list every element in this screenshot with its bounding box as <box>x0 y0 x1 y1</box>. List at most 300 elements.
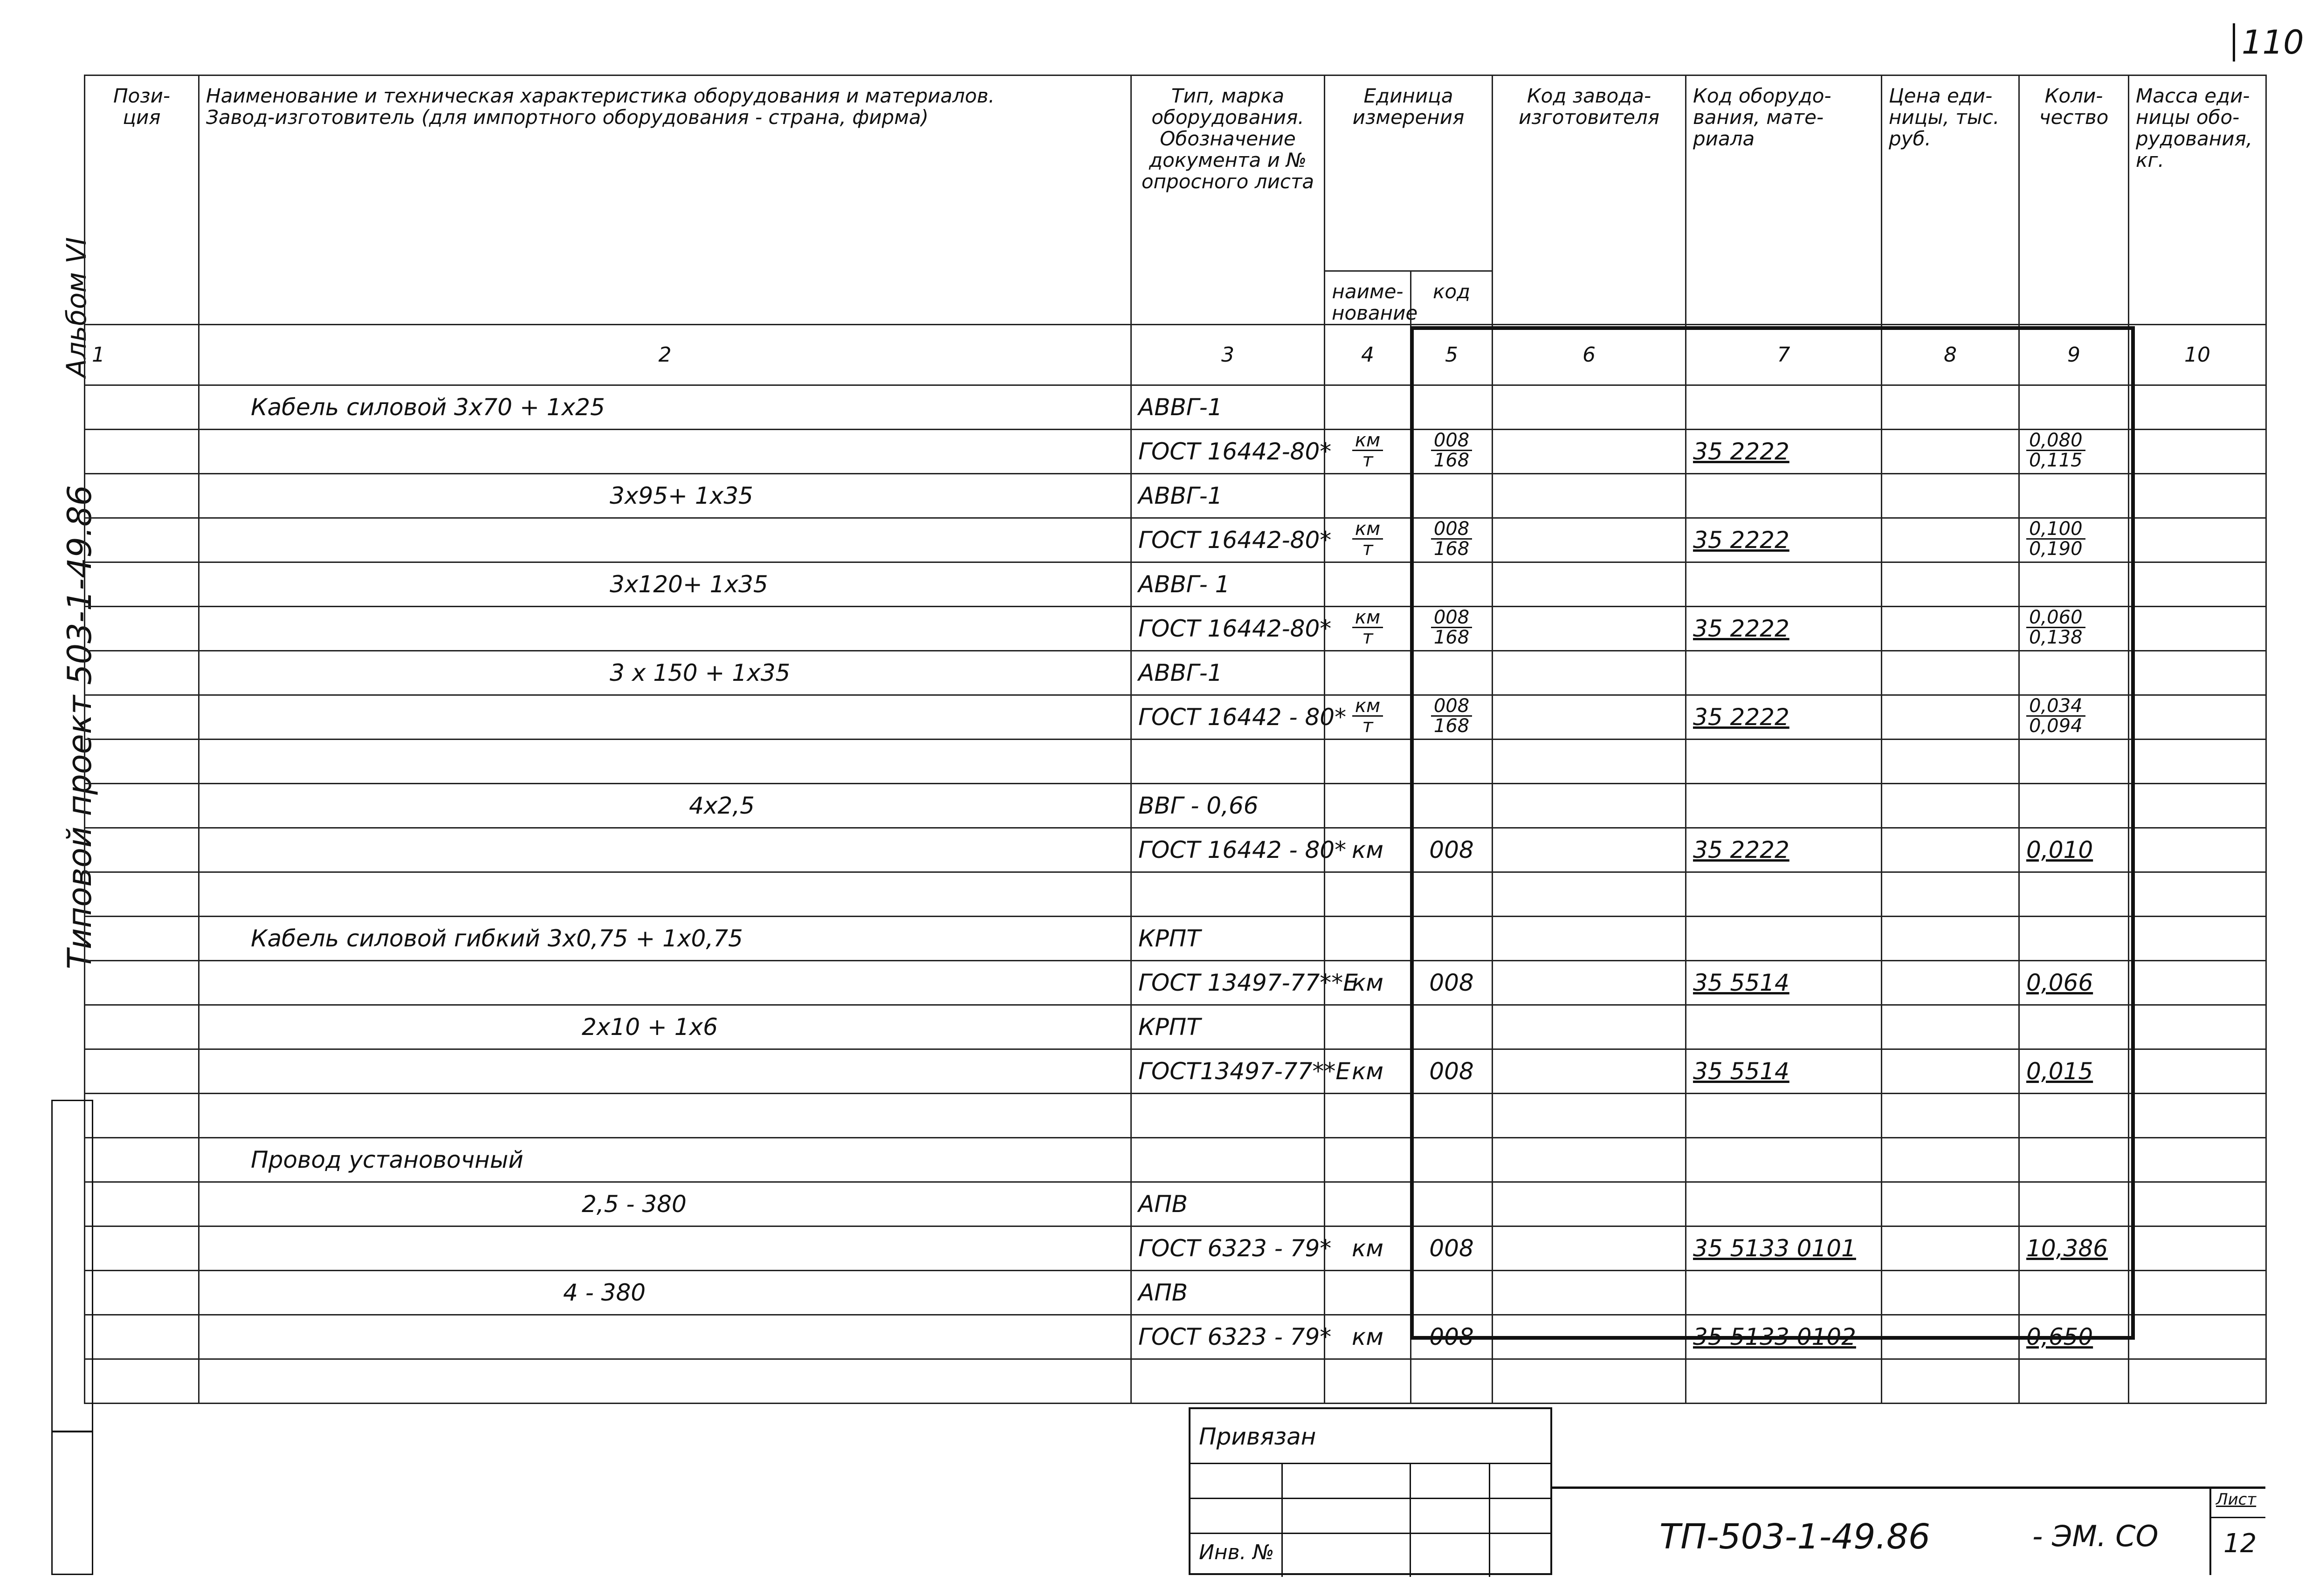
cell-factory-code <box>1493 828 1686 872</box>
cell-factory-code <box>1493 385 1686 430</box>
cell-quantity <box>2019 1138 2129 1182</box>
unit-num: км <box>1352 697 1383 717</box>
cell-price <box>1882 1094 2019 1138</box>
cell-name <box>199 740 1131 784</box>
cell-type: ГОСТ 6323 - 79* <box>1131 1315 1325 1359</box>
table-row <box>85 961 2266 1005</box>
cell-price <box>1882 385 2019 430</box>
cell-unit-code <box>1411 430 1493 474</box>
cell-type <box>1131 1359 1325 1404</box>
header-equip-code: Код оборудо-вания, мате-риала <box>1686 75 1882 325</box>
cell-quantity: 0,066 <box>2019 961 2129 1005</box>
table-row <box>85 430 2266 474</box>
cell-mass <box>2129 695 2266 740</box>
header-unit-code: код <box>1411 271 1493 325</box>
cell-quantity <box>2019 651 2129 695</box>
cell-quantity: 0,010 <box>2019 828 2129 872</box>
cell-unit-code <box>1411 1094 1493 1138</box>
cell-name: 3х95+ 1х35 <box>199 474 1131 518</box>
cell-factory-code <box>1493 1182 1686 1226</box>
cell-price <box>1882 784 2019 828</box>
cell-factory-code <box>1493 518 1686 562</box>
qty-fraction <box>2026 697 2085 735</box>
cell-unit-code <box>1411 1138 1493 1182</box>
code-fraction <box>1431 697 1472 735</box>
cell-equip-code <box>1686 872 1882 917</box>
qty-fraction <box>2026 608 2085 647</box>
colnum: 8 <box>1882 325 2019 385</box>
cell-type: ГОСТ 13497-77**Е <box>1131 961 1325 1005</box>
cell-position <box>85 740 199 784</box>
cell-factory-code <box>1493 1049 1686 1094</box>
cell-factory-code <box>1493 1226 1686 1271</box>
cell-equip-code <box>1686 784 1882 828</box>
cell-position <box>85 518 199 562</box>
qty-fraction <box>2026 431 2085 470</box>
header-type: Тип, марка оборудования. Обозначение документа и № опросного листа <box>1131 75 1325 325</box>
cell-unit-code: 008 <box>1411 961 1493 1005</box>
cell-quantity: 0,015 <box>2019 1049 2129 1094</box>
cell-name <box>199 1049 1131 1094</box>
cell-unit-name: км <box>1325 828 1411 872</box>
colnum: 5 <box>1411 325 1493 385</box>
stamp-h3 <box>1190 1533 1552 1534</box>
table-row <box>85 474 2266 518</box>
cell-unit-code <box>1411 1271 1493 1315</box>
cell-mass <box>2129 518 2266 562</box>
cell-factory-code <box>1493 872 1686 917</box>
cell-name: 2,5 - 380 <box>199 1182 1131 1226</box>
cell-factory-code <box>1493 784 1686 828</box>
cell-mass <box>2129 784 2266 828</box>
cell-position <box>85 1226 199 1271</box>
sheet-number: 12 <box>2223 1528 2257 1559</box>
colnum: 3 <box>1131 325 1325 385</box>
bound-label: Привязан <box>1199 1423 1316 1450</box>
cell-mass <box>2129 1049 2266 1094</box>
cell-name <box>199 1226 1131 1271</box>
header-price: Цена еди-ницы, тыс. руб. <box>1882 75 2019 325</box>
stamp-h2 <box>1190 1498 1552 1499</box>
cell-mass <box>2129 607 2266 651</box>
code-den: 168 <box>1433 627 1470 648</box>
table-row <box>85 872 2266 917</box>
header-quantity: Коли-чество <box>2019 75 2129 325</box>
cell-mass <box>2129 1271 2266 1315</box>
header-unit-name: наиме-нование <box>1325 271 1411 325</box>
code-num: 008 <box>1431 520 1472 540</box>
cell-equip-code <box>1686 385 1882 430</box>
cell-name <box>199 1094 1131 1138</box>
cell-type: ГОСТ 16442-80* <box>1131 518 1325 562</box>
cell-position <box>85 961 199 1005</box>
cell-type: ГОСТ 16442 - 80* <box>1131 828 1325 872</box>
cell-quantity <box>2019 1359 2129 1404</box>
cell-unit-name <box>1325 474 1411 518</box>
cell-type: ВВГ - 0,66 <box>1131 784 1325 828</box>
cell-unit-name: км <box>1325 1049 1411 1094</box>
cell-unit-code <box>1411 474 1493 518</box>
cell-name <box>199 607 1131 651</box>
cell-position <box>85 1182 199 1226</box>
cell-position <box>85 651 199 695</box>
cell-quantity: 0,650 <box>2019 1315 2129 1359</box>
sheet-label: Лист <box>2216 1490 2257 1509</box>
stamp-v3 <box>1489 1463 1490 1577</box>
specification-table <box>84 75 2267 1404</box>
cell-name: 2х10 + 1х6 <box>199 1005 1131 1049</box>
cell-name: Кабель силовой 3х70 + 1х25 <box>199 385 1131 430</box>
sheet-divider <box>2211 1517 2265 1518</box>
cell-position <box>85 607 199 651</box>
table-row <box>85 1271 2266 1315</box>
cell-quantity <box>2019 740 2129 784</box>
cell-unit-code <box>1411 695 1493 740</box>
cell-price <box>1882 1138 2019 1182</box>
table-row <box>85 1094 2266 1138</box>
qty-num: 0,060 <box>2026 608 2085 628</box>
cell-factory-code <box>1493 961 1686 1005</box>
table-row <box>85 784 2266 828</box>
table-row <box>85 1049 2266 1094</box>
cell-equip-code <box>1686 474 1882 518</box>
table-row <box>85 385 2266 430</box>
cell-factory-code <box>1493 430 1686 474</box>
cell-unit-name <box>1325 1271 1411 1315</box>
cell-type: АПВ <box>1131 1271 1325 1315</box>
cell-quantity <box>2019 784 2129 828</box>
header-factory-code: Код завода-изготовителя <box>1493 75 1686 325</box>
cell-quantity <box>2019 518 2129 562</box>
cell-unit-code <box>1411 607 1493 651</box>
cell-equip-code: 35 5514 <box>1686 961 1882 1005</box>
unit-fraction <box>1352 431 1383 470</box>
colnum: 1 <box>85 325 199 385</box>
cell-quantity <box>2019 1182 2129 1226</box>
bound-stamp <box>1189 1407 1552 1575</box>
cell-unit-name <box>1325 607 1411 651</box>
cell-name <box>199 695 1131 740</box>
cell-equip-code: 35 2222 <box>1686 430 1882 474</box>
cell-factory-code <box>1493 917 1686 961</box>
cell-mass <box>2129 1359 2266 1404</box>
binding-divider <box>51 1431 93 1432</box>
cell-factory-code <box>1493 1005 1686 1049</box>
cell-mass <box>2129 651 2266 695</box>
cell-quantity <box>2019 872 2129 917</box>
header-mass: Масса еди-ницы обо-рудования, кг. <box>2129 75 2266 325</box>
cell-price <box>1882 961 2019 1005</box>
cell-position <box>85 872 199 917</box>
header-unit-group: Единица измерения <box>1325 75 1493 271</box>
cell-quantity <box>2019 607 2129 651</box>
cell-name <box>199 430 1131 474</box>
cell-mass <box>2129 1138 2266 1182</box>
cell-unit-code <box>1411 1359 1493 1404</box>
qty-num: 0,100 <box>2026 520 2085 540</box>
code-num: 008 <box>1431 697 1472 717</box>
cell-price <box>1882 1315 2019 1359</box>
cell-unit-code: 008 <box>1411 828 1493 872</box>
cell-mass <box>2129 562 2266 607</box>
qty-num: 0,034 <box>2026 697 2085 717</box>
cell-quantity <box>2019 430 2129 474</box>
cell-unit-code <box>1411 740 1493 784</box>
column-number-row <box>85 325 2266 385</box>
cell-quantity <box>2019 474 2129 518</box>
cell-price <box>1882 872 2019 917</box>
cell-equip-code <box>1686 917 1882 961</box>
cell-unit-name <box>1325 1359 1411 1404</box>
code-fraction <box>1431 520 1472 558</box>
cell-type: ГОСТ 16442-80* <box>1131 607 1325 651</box>
cell-name: 3 х 150 + 1х35 <box>199 651 1131 695</box>
cell-equip-code: 35 2222 <box>1686 607 1882 651</box>
cell-type <box>1131 1138 1325 1182</box>
cell-quantity <box>2019 1094 2129 1138</box>
table-row <box>85 1138 2266 1182</box>
cell-price <box>1882 740 2019 784</box>
cell-name <box>199 828 1131 872</box>
unit-fraction <box>1352 697 1383 735</box>
unit-num: км <box>1352 520 1383 540</box>
cell-mass <box>2129 1005 2266 1049</box>
qty-fraction <box>2026 520 2085 558</box>
cell-price <box>1882 1271 2019 1315</box>
cell-factory-code <box>1493 1359 1686 1404</box>
cell-equip-code: 35 2222 <box>1686 518 1882 562</box>
cell-type: АВВГ-1 <box>1131 385 1325 430</box>
qty-den: 0,190 <box>2029 538 2083 560</box>
cell-price <box>1882 828 2019 872</box>
stamp-h1 <box>1190 1463 1552 1464</box>
cell-factory-code <box>1493 607 1686 651</box>
cell-factory-code <box>1493 695 1686 740</box>
unit-den: т <box>1362 627 1373 648</box>
cell-factory-code <box>1493 1315 1686 1359</box>
cell-equip-code: 35 2222 <box>1686 828 1882 872</box>
cell-equip-code <box>1686 740 1882 784</box>
unit-den: т <box>1362 715 1373 737</box>
table-row <box>85 1005 2266 1049</box>
cell-type <box>1131 872 1325 917</box>
cell-position <box>85 917 199 961</box>
titleblock-top <box>1552 1486 2265 1489</box>
cell-name: 3х120+ 1х35 <box>199 562 1131 607</box>
binding-strip <box>51 1100 93 1575</box>
cell-unit-code: 008 <box>1411 1049 1493 1094</box>
colnum: 10 <box>2129 325 2266 385</box>
table-row <box>85 695 2266 740</box>
cell-equip-code <box>1686 562 1882 607</box>
cell-unit-name <box>1325 740 1411 784</box>
cell-quantity <box>2019 385 2129 430</box>
cell-price <box>1882 518 2019 562</box>
cell-type: ГОСТ 16442 - 80* <box>1131 695 1325 740</box>
cell-position <box>85 695 199 740</box>
cell-position <box>85 430 199 474</box>
cell-mass <box>2129 828 2266 872</box>
cell-name <box>199 1315 1131 1359</box>
cell-unit-code <box>1411 1182 1493 1226</box>
cell-unit-code <box>1411 917 1493 961</box>
cell-quantity <box>2019 1271 2129 1315</box>
cell-unit-code: 008 <box>1411 1315 1493 1359</box>
document-code: ТП-503-1-49.86 <box>1659 1517 1931 1557</box>
table-row <box>85 651 2266 695</box>
code-num: 008 <box>1431 608 1472 628</box>
cell-position <box>85 1315 199 1359</box>
table-row <box>85 1359 2266 1404</box>
cell-name <box>199 872 1131 917</box>
cell-type: АВВГ-1 <box>1131 474 1325 518</box>
cell-price <box>1882 1359 2019 1404</box>
cell-mass <box>2129 1094 2266 1138</box>
cell-unit-name <box>1325 1094 1411 1138</box>
table-row <box>85 828 2266 872</box>
stamp-v1 <box>1281 1463 1283 1577</box>
unit-num: км <box>1352 431 1383 451</box>
cell-unit-name <box>1325 1138 1411 1182</box>
cell-mass <box>2129 385 2266 430</box>
cell-position <box>85 562 199 607</box>
unit-fraction <box>1352 520 1383 558</box>
cell-price <box>1882 430 2019 474</box>
code-num: 008 <box>1431 431 1472 451</box>
cell-type: АВВГ- 1 <box>1131 562 1325 607</box>
cell-equip-code <box>1686 1359 1882 1404</box>
table-header <box>85 75 2266 325</box>
code-fraction <box>1431 608 1472 647</box>
cell-quantity <box>2019 695 2129 740</box>
cell-position <box>85 1049 199 1094</box>
cell-equip-code <box>1686 1182 1882 1226</box>
qty-num: 0,080 <box>2026 431 2085 451</box>
cell-type <box>1131 740 1325 784</box>
cell-factory-code <box>1493 740 1686 784</box>
cell-unit-name <box>1325 872 1411 917</box>
cell-price <box>1882 607 2019 651</box>
cell-factory-code <box>1493 474 1686 518</box>
cell-unit-code <box>1411 651 1493 695</box>
cell-name <box>199 961 1131 1005</box>
cell-unit-name <box>1325 562 1411 607</box>
header-position: Пози- ция <box>85 75 199 325</box>
unit-den: т <box>1362 450 1373 471</box>
colnum: 7 <box>1686 325 1882 385</box>
cell-position <box>85 828 199 872</box>
cell-equip-code <box>1686 1271 1882 1315</box>
cell-unit-name: км <box>1325 961 1411 1005</box>
cell-position <box>85 1094 199 1138</box>
cell-factory-code <box>1493 1094 1686 1138</box>
cell-factory-code <box>1493 1271 1686 1315</box>
table-row <box>85 1226 2266 1271</box>
cell-type <box>1131 1094 1325 1138</box>
cell-price <box>1882 1005 2019 1049</box>
cell-name <box>199 518 1131 562</box>
cell-position <box>85 784 199 828</box>
cell-quantity: 10,386 <box>2019 1226 2129 1271</box>
table-row <box>85 607 2266 651</box>
cell-unit-name <box>1325 651 1411 695</box>
cell-mass <box>2129 430 2266 474</box>
qty-den: 0,138 <box>2029 627 2083 648</box>
cell-price <box>1882 562 2019 607</box>
colnum: 9 <box>2019 325 2129 385</box>
cell-equip-code: 35 5133 0101 <box>1686 1226 1882 1271</box>
cell-mass <box>2129 474 2266 518</box>
cell-factory-code <box>1493 562 1686 607</box>
code-fraction <box>1431 431 1472 470</box>
cell-type: ГОСТ 6323 - 79* <box>1131 1226 1325 1271</box>
cell-unit-name: км <box>1325 1315 1411 1359</box>
cell-mass <box>2129 917 2266 961</box>
cell-position <box>85 1359 199 1404</box>
qty-den: 0,094 <box>2029 715 2083 737</box>
cell-price <box>1882 1182 2019 1226</box>
project-label: Типовой проект 503-1-49.86 <box>61 485 99 969</box>
colnum: 6 <box>1493 325 1686 385</box>
cell-equip-code: 35 2222 <box>1686 695 1882 740</box>
cell-mass <box>2129 1226 2266 1271</box>
cell-unit-name <box>1325 385 1411 430</box>
cell-unit-code <box>1411 385 1493 430</box>
sheet-corner-number: 110 <box>2233 23 2304 62</box>
cell-position <box>85 1271 199 1315</box>
album-label: Альбом VI <box>61 237 92 377</box>
table-row <box>85 1182 2266 1226</box>
cell-mass <box>2129 961 2266 1005</box>
cell-price <box>1882 474 2019 518</box>
cell-name: Провод установочный <box>199 1138 1131 1182</box>
table-row <box>85 1315 2266 1359</box>
cell-equip-code <box>1686 651 1882 695</box>
cell-unit-code <box>1411 518 1493 562</box>
cell-unit-name: км <box>1325 1226 1411 1271</box>
unit-den: т <box>1362 538 1373 560</box>
cell-factory-code <box>1493 651 1686 695</box>
cell-unit-name <box>1325 430 1411 474</box>
cell-name: Кабель силовой гибкий 3х0,75 + 1х0,75 <box>199 917 1131 961</box>
colnum: 2 <box>199 325 1131 385</box>
cell-equip-code: 35 5514 <box>1686 1049 1882 1094</box>
cell-unit-name <box>1325 784 1411 828</box>
table-body <box>85 385 2266 1404</box>
cell-quantity <box>2019 562 2129 607</box>
cell-type: АВВГ-1 <box>1131 651 1325 695</box>
table-row <box>85 740 2266 784</box>
cell-mass <box>2129 1182 2266 1226</box>
cell-unit-name <box>1325 917 1411 961</box>
cell-position <box>85 1005 199 1049</box>
inv-label: Инв. № <box>1199 1541 1274 1564</box>
cell-type: КРПТ <box>1131 1005 1325 1049</box>
table-row <box>85 518 2266 562</box>
unit-fraction <box>1352 608 1383 647</box>
cell-equip-code: 35 5133 0102 <box>1686 1315 1882 1359</box>
cell-type: ГОСТ 16442-80* <box>1131 430 1325 474</box>
cell-unit-name <box>1325 1005 1411 1049</box>
table-row <box>85 917 2266 961</box>
unit-num: км <box>1352 608 1383 628</box>
cell-price <box>1882 695 2019 740</box>
qty-den: 0,115 <box>2029 450 2083 471</box>
code-den: 168 <box>1433 450 1470 471</box>
cell-equip-code <box>1686 1094 1882 1138</box>
table-row <box>85 562 2266 607</box>
cell-unit-name <box>1325 518 1411 562</box>
